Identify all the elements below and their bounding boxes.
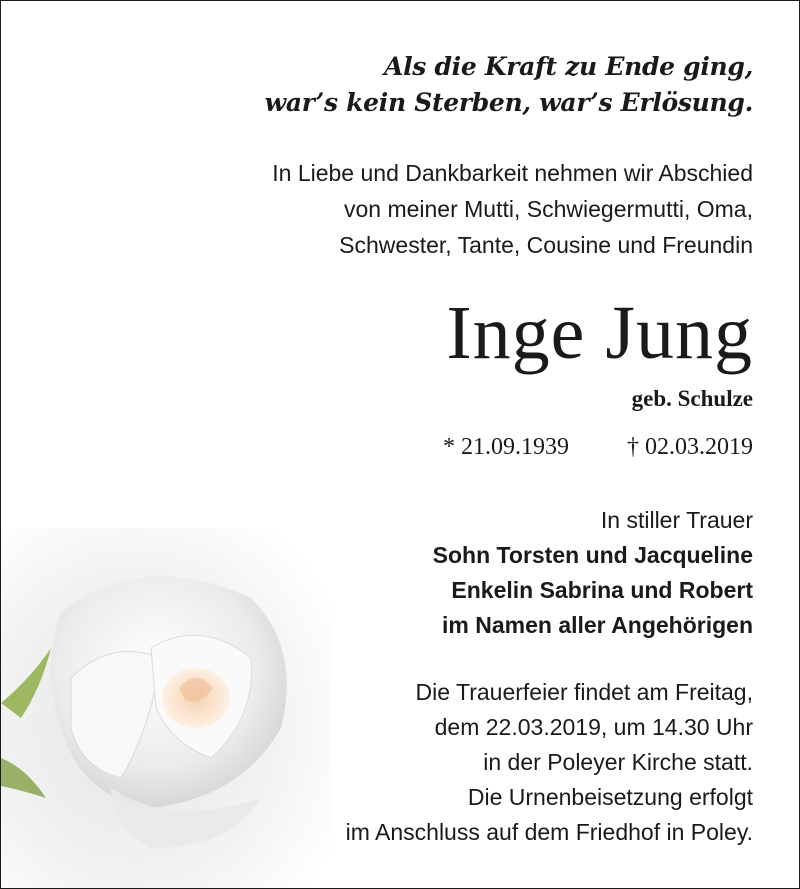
maiden-name: geb. Schulze [631, 386, 753, 411]
service-line: Die Urnenbeisetzung erfolgt [467, 784, 753, 810]
service-line: in der Poleyer Kirche statt. [483, 749, 753, 775]
service-line: Die Trauerfeier findet am Freitag, [415, 679, 753, 705]
white-rose-image [1, 528, 331, 888]
deceased-name: Inge Jung [446, 291, 753, 375]
farewell-intro [272, 155, 753, 263]
intro-line: In Liebe und Dankbarkeit nehmen wir Abschied [272, 160, 753, 186]
mourners [433, 503, 753, 643]
funeral-service-info [346, 675, 753, 850]
mourning-heading: In stiller Trauer [600, 507, 753, 533]
service-line: im Anschluss auf dem Friedhof in Poley. [345, 819, 753, 845]
motto-line: war’s kein Sterben, war’s Erlösung. [264, 88, 753, 117]
motto [265, 49, 753, 121]
birth-date: * 21.09.1939 [443, 434, 569, 460]
mourner-line: Sohn Torsten und Jacqueline [432, 542, 753, 568]
mourner-line: im Namen aller Angehörigen [442, 612, 753, 638]
intro-line: Schwester, Tante, Cousine und Freundin [339, 232, 753, 258]
intro-line: von meiner Mutti, Schwiegermutti, Oma, [343, 196, 753, 222]
motto-line: Als die Kraft zu Ende ging, [384, 52, 753, 81]
service-line: dem 22.03.2019, um 14.30 Uhr [434, 714, 753, 740]
mourner-line: Enkelin Sabrina und Robert [451, 577, 753, 603]
life-dates [443, 431, 753, 463]
death-date: † 02.03.2019 [627, 434, 753, 460]
